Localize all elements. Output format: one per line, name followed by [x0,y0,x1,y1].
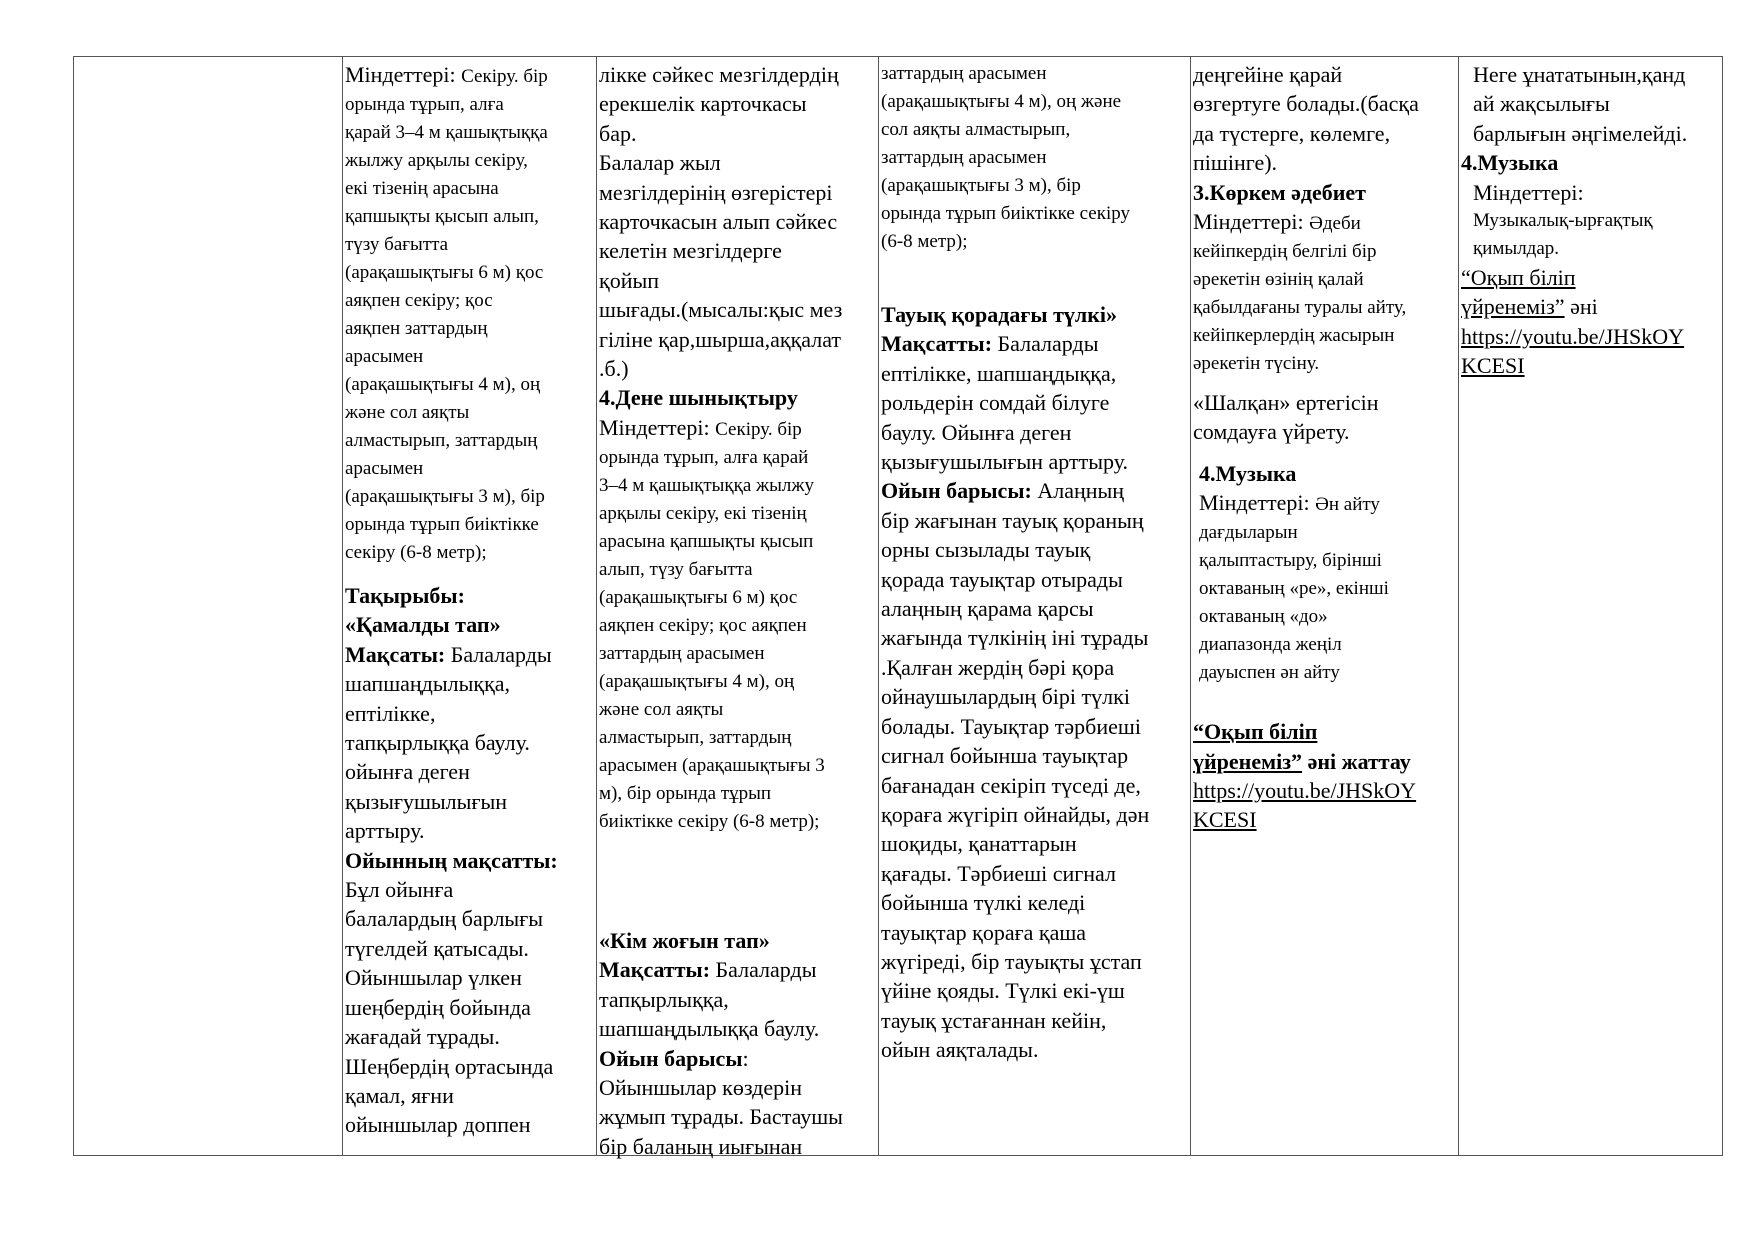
text-line: заттардың арасымен [599,642,765,664]
text-line: үйіне қояды. Түлкі екі-үш [881,978,1125,1004]
music-title: 4.Музыка [1461,150,1559,176]
topic-title: Тақырыбы: [345,583,465,608]
text-line: сол аяқты алмастырып, [881,119,1071,140]
text-fragment: Секіру. бір [715,418,802,440]
text-line: болады. Тауықтар тәрбиеші [881,713,1141,739]
text-line: тапқырлыққа, [599,986,729,1012]
text-line: шапшаңдылыққа баулу. [599,1016,820,1042]
text-line: ептілікке, шапшаңдыққа, [881,360,1117,386]
text-fragment: әні жаттау [1302,748,1411,774]
text-line: октаваның «ре», екінші [1199,578,1389,600]
text-line: сигнал бойынша тауықтар [881,743,1129,769]
game-goal-label: Ойынның мақсатты: [345,847,558,873]
text-line: жағадай тұрады. [345,1024,500,1050]
text-line: барлығын әңгімелейді. [1473,120,1688,146]
text-line: шапшаңдылыққа, [345,671,511,697]
text-line [1199,488,1458,519]
text-line: Ойын барысы: [599,1045,749,1071]
text-line: аяқпен секіру; қос аяқпен [599,614,807,636]
text-fragment: Секіру. бір [461,66,548,87]
table-cell-2 [342,57,596,1155]
table-cell-5 [1190,57,1458,1155]
text-line: бағанадан секіріп түседі де, [881,772,1141,798]
text-line [1461,292,1722,321]
youtube-link[interactable]: https://youtu.be/JHSkOY [1461,323,1685,349]
table-cell-1 [74,57,342,1155]
text-line: бойынша түлкі келеді [881,890,1086,916]
fox-game-block [881,300,1190,1065]
text-line: арасымен (арақашықтығы 3 [599,754,825,776]
text-line: лікке сәйкес мезгілдердің [599,62,839,87]
text-fragment: әні [1564,294,1598,320]
seasons-text [599,60,878,444]
text-line: келетін мезгілдерге [599,238,782,264]
text-line: 3–4 м қашықтыққа жылжу [599,474,815,496]
text-line: (арақашықтығы 3 м), бір [345,486,545,507]
text-fragment: үйренеміз” [1461,294,1565,320]
text-line: Балалар жыл [599,150,721,176]
text-line: орында тұрып, алға қарай [599,446,809,468]
text-line: орында тұрып биіктікке секіру [881,203,1130,224]
text-line: қапшықты қысып алып, [345,206,539,227]
text-line: ерекшелік карточкасы [599,91,807,117]
text-line: және сол аяқты [599,698,724,720]
text-line: пішінге). [1193,150,1278,176]
text-line: аяқпен секіру; қос [345,290,493,311]
text-line: сомдауға үйрету. [1193,419,1350,445]
text-line [881,476,1190,505]
text-line: да түстерге, көлемге, [1193,120,1391,146]
text-line: секіру (6-8 метр); [345,542,487,563]
text-fragment: Әдеби [1309,213,1361,235]
text-line: арттыру. [345,818,425,844]
text-line: Міндеттері: [1473,179,1584,205]
text-line: .Қалған жердің бәрі қора [881,654,1115,680]
text-line: деңгейіне қарай [1193,62,1343,87]
text-line [1193,207,1458,238]
text-line: қимылдар. [1473,238,1560,260]
text-line: алмастырып, заттардың [599,726,792,748]
text-line: орында тұрып, алға [345,94,504,115]
text-line: ойыншылар доппен [345,1112,531,1138]
tasks-label: Міндеттері: [345,62,456,87]
text-line: балалардың барлығы [345,906,544,932]
text-line: қораға жүгіріп ойнайды, дән [881,801,1150,827]
text-line: заттардың арасымен [881,63,1047,84]
text-line: әрекетін түсіну. [1193,353,1320,375]
text-fragment: Міндеттері: [599,414,710,440]
text-line: Бұл ойынға [345,877,454,903]
process-label: Ойын барысы [599,1045,743,1071]
discussion-text [1461,60,1722,148]
text-line: жағында түлкінің іні тұрады [881,625,1149,651]
text-line: шоқиды, қанаттарын [881,831,1077,857]
text-line: арасымен [345,458,424,479]
text-line [599,413,878,444]
text-line: .б.) [599,356,629,382]
text-line [599,955,878,984]
text-fragment: Алаңның [1037,478,1125,504]
text-line: гіліне қар,шырша,аққалат [599,326,842,352]
text-line: (арақашықтығы 3 м), бір [881,175,1081,196]
tasks-body [345,91,596,567]
shapes-text [1193,60,1458,238]
text-line: жұмып тұрады. Бастаушы [599,1104,843,1130]
music-title: 4.Музыка [1199,460,1297,486]
game-title: «Кім жоғын тап» [599,927,770,953]
text-line: әрекетін өзінің қалай [1193,269,1364,291]
plan-table [73,56,1723,1159]
jump-text [881,60,1190,256]
text-line: тауықтар қораға қаша [881,919,1087,945]
text-line: Музыкалық-ырғақтық [1473,210,1653,232]
text-line: бір жағынан тауық қораның [881,507,1144,533]
text-fragment: Ойын барысы: [881,478,1032,504]
text-line: Неге ұнататынын,қанд [1473,62,1686,87]
text-line: қорада тауықтар отырады [881,566,1123,592]
text-line: орында тұрып биіктікке [345,514,539,535]
text-line: арасына қапшықты қысып [599,530,814,552]
table-cell-4 [878,57,1190,1155]
song-block [1461,263,1722,381]
text-line: шеңбердің бойында [345,994,531,1020]
text-line: октаваның «до» [1199,606,1328,628]
text-line: арасымен [345,346,424,367]
tasks-text [345,60,596,91]
text-line: түгелдей қатысады. [345,935,529,961]
text-line: қарай 3–4 м қашықтыққа [345,122,548,143]
pe-tasks [599,444,878,836]
text-line: рольдерін сомдай білуге [881,390,1110,416]
text-line: тапқырлыққа баулу. [345,730,530,756]
text-line: мезгілдерінің өзгерістері [599,179,833,205]
literature-title: 3.Көркем әдебиет [1193,179,1366,205]
text-line: түзу бағытта [345,234,449,255]
text-line: ойнаушылардың бірі түлкі [881,684,1130,710]
text-line: жүгіреді, бір тауықты ұстап [881,948,1142,974]
text-line [1193,747,1458,776]
text-line: ойынға деген [345,759,470,785]
text-fragment: Балаларды [450,641,552,667]
text-line: дағдыларын [1199,522,1298,544]
youtube-link-end[interactable]: KCESI [1193,807,1257,833]
game-title: Тауық қорадағы түлкі» [881,302,1118,327]
song-title: “Оқып біліп [1193,719,1318,745]
text-fragment: үйренеміз” [1193,748,1303,774]
pe-title: 4.Дене шынықтыру [599,385,798,411]
text-line: Ойыншылар көздерін [599,1074,803,1100]
text-line: екі тізенің арасына [345,178,499,199]
text-fragment: Міндеттері: [1193,209,1304,235]
text-line: жылжу арқылы секіру, [345,150,528,171]
topic-name: «Қамалды тап» [345,612,501,638]
text-line: аяқпен заттардың [345,318,488,339]
text-line: (арақашықтығы 4 м), оң [599,670,795,692]
text-line: қызығушылығын арттыру. [881,449,1129,475]
text-line: биіктікке секіру (6-8 метр); [599,810,820,832]
text-line: «Шалқан» ертегісін [1193,390,1379,416]
text-line: қызығушылығын [345,788,508,814]
text-line: және сол аяқты [345,402,470,423]
text-line: кейіпкердің белгілі бір [1193,241,1377,263]
text-line: бір баланың иығынан [599,1133,803,1159]
tale-text [1193,388,1458,447]
text-line: қалыптастыру, бірінші [1199,550,1382,572]
text-line [345,640,596,669]
youtube-link[interactable]: https://youtu.be/JHSkOY [1193,778,1417,804]
music-tasks [1461,178,1722,263]
text-line [881,329,1190,358]
text-fragment: Міндеттері: [1199,490,1310,516]
text-line: арқылы секіру, екі тізенің [599,502,807,524]
text-line: м), бір орында тұрып [599,782,772,804]
text-fragment: Мақсатты: [881,331,993,357]
text-line: (6-8 метр); [881,231,968,252]
text-line: ай жақсылығы [1473,91,1610,117]
text-fragment: Мақсатты: [599,957,711,983]
text-fragment: Балаларды [997,331,1099,357]
game-block [599,926,878,1161]
text-line: алаңның қарама қарсы [881,596,1094,622]
literature-tasks [1193,238,1458,378]
text-line: баулу. Ойынға деген [881,419,1072,445]
text-fragment: Ән айту [1315,494,1380,516]
topic-block [345,581,596,1140]
text-line: кейіпкерлердің жасырын [1193,325,1395,347]
text-fragment: Балаларды [715,957,817,983]
text-line: қойып [599,267,660,293]
table-cell-3 [596,57,878,1159]
text-line: орны сызылады тауық [881,537,1091,563]
text-line: (арақашықтығы 4 м), оң [345,374,541,395]
text-line: заттардың арасымен [881,147,1047,168]
text-line: диапазонда жеңіл [1199,634,1342,656]
text-line: Шеңбердің ортасында [345,1053,554,1079]
text-line: қамал, яғни [345,1082,454,1108]
text-line: (арақашықтығы 6 м) қос [599,586,798,608]
youtube-link-end[interactable]: KCESI [1461,353,1525,379]
text-line: қабылдағаны туралы айту, [1193,297,1407,319]
table-cell-6 [1458,57,1722,1155]
text-line: қағады. Тәрбиеші сигнал [881,860,1116,886]
text-line: Ойыншылар үлкен [345,965,522,991]
text-line: өзгертуге болады.(басқа [1193,91,1419,117]
song-title: “Оқып біліп [1461,265,1576,291]
music-block [1193,459,1458,687]
text-line: бар. [599,120,637,146]
song-block [1193,717,1458,835]
text-line: тауық ұстағаннан кейін, [881,1007,1107,1033]
text-line: ептілікке, [345,700,436,726]
text-line: алмастырып, заттардың [345,430,538,451]
text-line: шығады.(мысалы:қыс мез [599,297,843,323]
text-line: ойын аяқталады. [881,1037,1039,1063]
text-line: алып, түзу бағытта [599,558,753,580]
text-line: карточкасын алып сәйкес [599,209,838,235]
goal-label: Мақсаты: [345,641,446,667]
text-line: (арақашықтығы 6 м) қос [345,262,544,283]
text-line: дауыспен ән айту [1199,662,1340,684]
text-line: (арақашықтығы 4 м), оң және [881,91,1122,112]
